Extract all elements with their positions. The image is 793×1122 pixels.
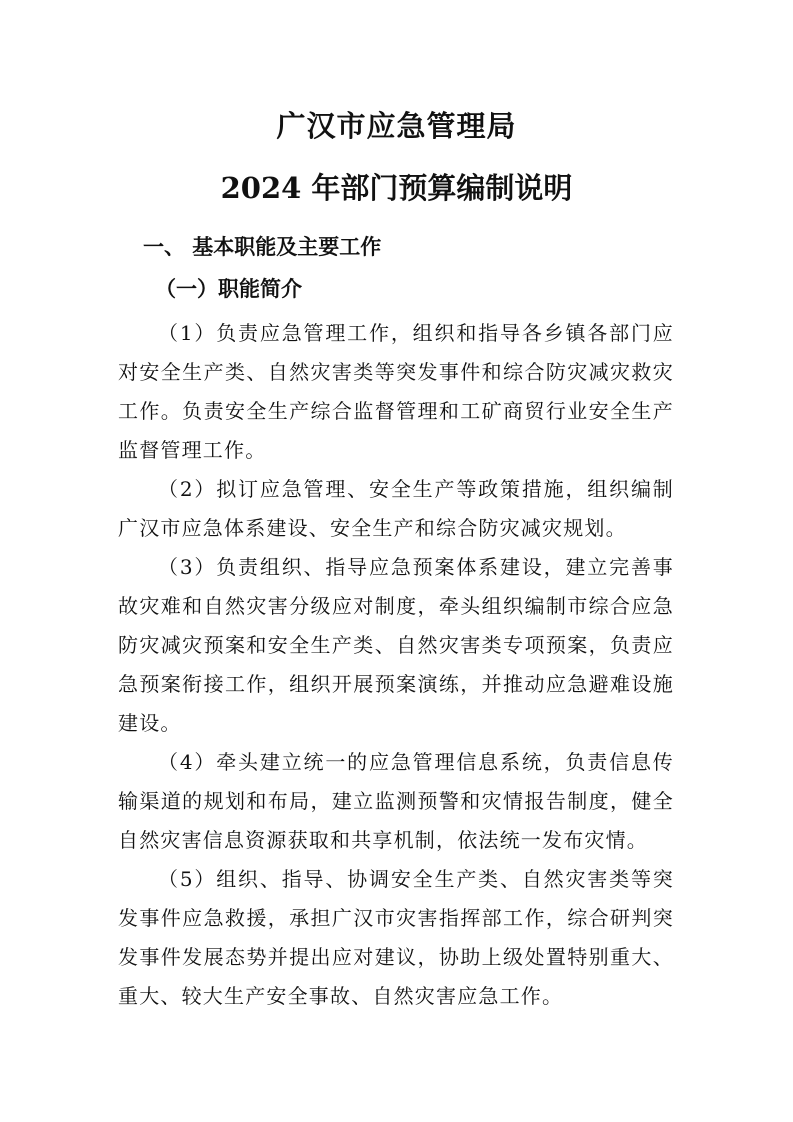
- document-title: 广汉市应急管理局: [276, 109, 517, 143]
- paragraph-2: （2）拟订应急管理、安全生产等政策措施，组织编制广汉市应急体系建设、安全生产和综合防灾减灾规划。: [118, 477, 674, 540]
- paragraph-4: （4）牵头建立统一的应急管理信息系统，负责信息传输渠道的规划和布局，建立监测预警和灾情报告制度，健全自然灾害信息资源获取和共享机制，依法统一发布灾情。: [118, 750, 674, 852]
- section-heading: 一、 基本职能及主要工作: [143, 235, 382, 259]
- paragraph-5: （5）组织、指导、协调安全生产类、自然灾害类等突发事件应急救援，承担广汉市灾害指挥部工作，综合研判突发事件发展态势并提出应对建议，协助上级处置特别重大、重大、较大生产安全事故、自然灾害应急工作。: [118, 867, 674, 1008]
- paragraph-3: （3）负责组织、指导应急预案体系建设，建立完善事故灾难和自然灾害分级应对制度，牵头组织编制市综合应急防灾减灾预案和安全生产类、自然灾害类专项预案，负责应急预案衔接工作，组织开展预案演练，并推动应急避难设施建设。: [118, 555, 674, 735]
- document-subtitle: 2024 年部门预算编制说明: [220, 171, 573, 205]
- paragraph-1: （1）负责应急管理工作，组织和指导各乡镇各部门应对安全生产类、自然灾害类等突发事件和综合防灾减灾救灾工作。负责安全生产综合监督管理和工矿商贸行业安全生产监督管理工作。: [118, 321, 674, 462]
- subsection-heading: （一）职能简介: [155, 277, 302, 301]
